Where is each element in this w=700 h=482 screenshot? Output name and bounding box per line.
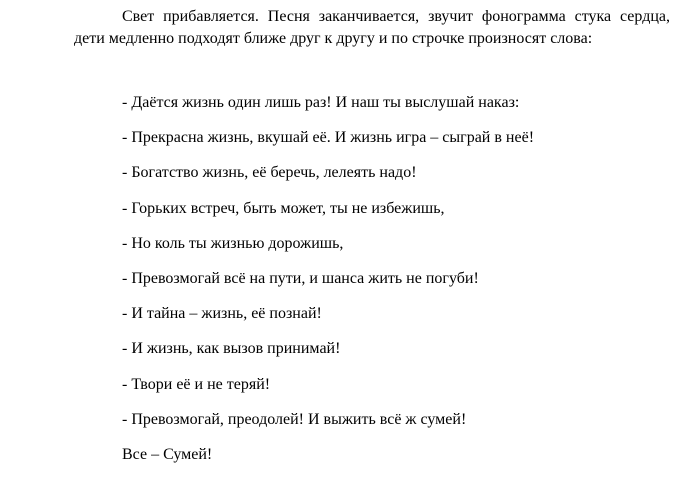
- dialogue-line: - Твори её и не теряй!: [122, 375, 271, 393]
- dialogue-line: - И жизнь, как вызов принимай!: [122, 340, 341, 358]
- dialogue-line: - И тайна – жизнь, её познай!: [122, 305, 322, 323]
- dialogue-line: - Горьких встреч, быть может, ты не избежишь,: [122, 199, 445, 217]
- dialogue-lines: [122, 94, 534, 481]
- dialogue-line: - Превозмогай всё на пути, и шанса жить не погуби!: [122, 269, 479, 287]
- dialogue-line: - Превозмогай, преодолей! И выжить всё ж сумей!: [122, 410, 467, 428]
- dialogue-line: - Прекрасна жизнь, вкушай её. И жизнь игра – сыграй в неё!: [122, 129, 535, 147]
- dialogue-line: - Богатство жизнь, её беречь, лелеять надо!: [122, 164, 417, 182]
- closing-line: Все – Сумей!: [122, 445, 213, 463]
- intro-paragraph: Свет прибавляется. Песня заканчивается, звучит фонограмма стука сердца, дети медленно подходят ближе друг к другу и по строчке произносят слова:: [74, 8, 670, 47]
- dialogue-line: - Но коль ты жизнью дорожишь,: [122, 234, 344, 252]
- dialogue-line: - Даётся жизнь один лишь раз! И наш ты выслушай наказ:: [122, 94, 520, 111]
